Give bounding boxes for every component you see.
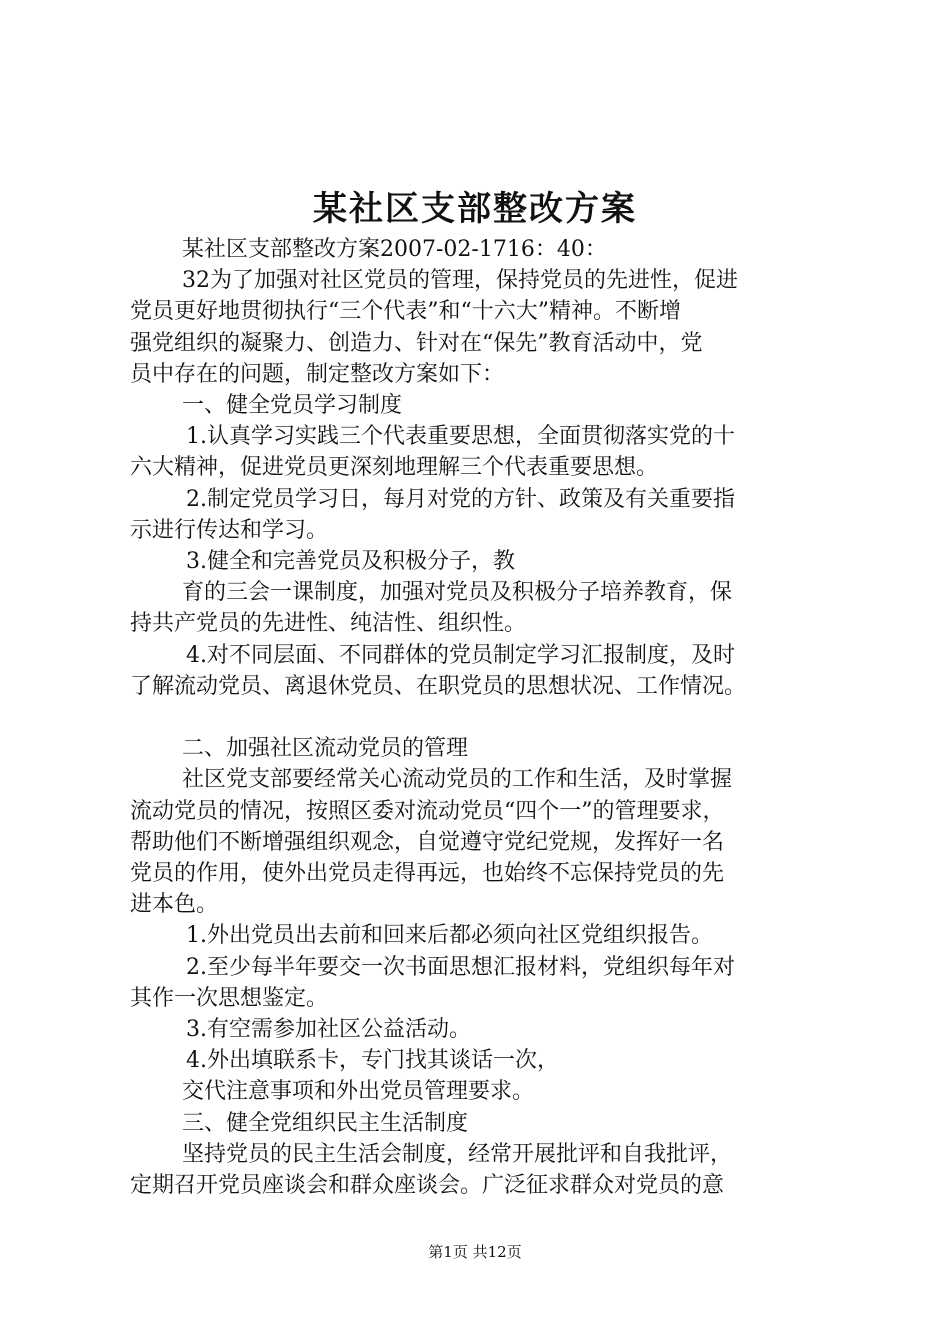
- document-line: 持共产党员的先进性、纯洁性、组织性。: [130, 611, 527, 637]
- document-line: 2.至少每半年要交一次书面思想汇报材料，党组织每年对: [186, 954, 735, 980]
- document-line: 社区党支部要经常关心流动党员的工作和生活，及时掌握: [182, 767, 733, 793]
- document-body: [130, 234, 840, 1201]
- document-line: 2.制定党员学习日，每月对党的方针、政策及有关重要指: [186, 486, 735, 512]
- document-line: 帮助他们不断增强组织观念，自觉遵守党纪党规，发挥好一名: [130, 829, 725, 855]
- document-line: 流动党员的情况，按照区委对流动党员“四个一”的管理要求，: [130, 798, 725, 824]
- section-heading: 一、健全党员学习制度: [182, 393, 403, 419]
- page-footer: 第1页 共12页: [428, 1243, 522, 1261]
- document-line: 定期召开党员座谈会和群众座谈会。广泛征求群众对党员的意: [130, 1173, 725, 1199]
- document-line: 某社区支部整改方案2007-02-1716：40：: [182, 237, 607, 262]
- document-title: 某社区支部整改方案: [313, 189, 637, 229]
- document-line: 六大精神，促进党员更深刻地理解三个代表重要思想。: [130, 455, 659, 481]
- section-heading: 二、加强社区流动党员的管理: [182, 736, 469, 762]
- document-line: 了解流动党员、离退休党员、在职党员的思想状况、工作情况。: [130, 673, 747, 699]
- section-heading: 三、健全党组织民主生活制度: [182, 1110, 469, 1136]
- document-line: 进本色。: [130, 892, 219, 918]
- document-line: 员中存在的问题，制定整改方案如下：: [130, 361, 505, 387]
- document-line: 党员更好地贯彻执行“三个代表”和“十六大”精神。不断增: [130, 299, 681, 325]
- paragraph-gap: [130, 702, 840, 733]
- document-line: 示进行传达和学习。: [130, 517, 329, 543]
- document-line: 3.有空需参加社区公益活动。: [186, 1017, 471, 1043]
- document-line: 3.健全和完善党员及积极分子，教: [186, 549, 515, 575]
- document-line: 4.对不同层面、不同群体的党员制定学习汇报制度，及时: [186, 642, 735, 668]
- document-line: 坚持党员的民主生活会制度，经常开展批评和自我批评，: [182, 1141, 733, 1167]
- document-line: 4.外出填联系卡，专门找其谈话一次，: [186, 1048, 559, 1074]
- document-line: 32为了加强对社区党员的管理，保持党员的先进性，促进: [182, 268, 738, 294]
- document-line: 其作一次思想鉴定。: [130, 985, 329, 1011]
- document-line: 强党组织的凝聚力、创造力、针对在“保先”教育活动中，党: [130, 330, 703, 356]
- document-line: 1.认真学习实践三个代表重要思想，全面贯彻落实党的十: [186, 424, 735, 450]
- document-line: 育的三会一课制度，加强对党员及积极分子培养教育，保: [182, 580, 733, 606]
- document-line: 1.外出党员出去前和回来后都必须向社区党组织报告。: [186, 923, 713, 949]
- document-line: 党员的作用，使外出党员走得再远，也始终不忘保持党员的先: [130, 861, 725, 887]
- document-line: 交代注意事项和外出党员管理要求。: [182, 1079, 535, 1105]
